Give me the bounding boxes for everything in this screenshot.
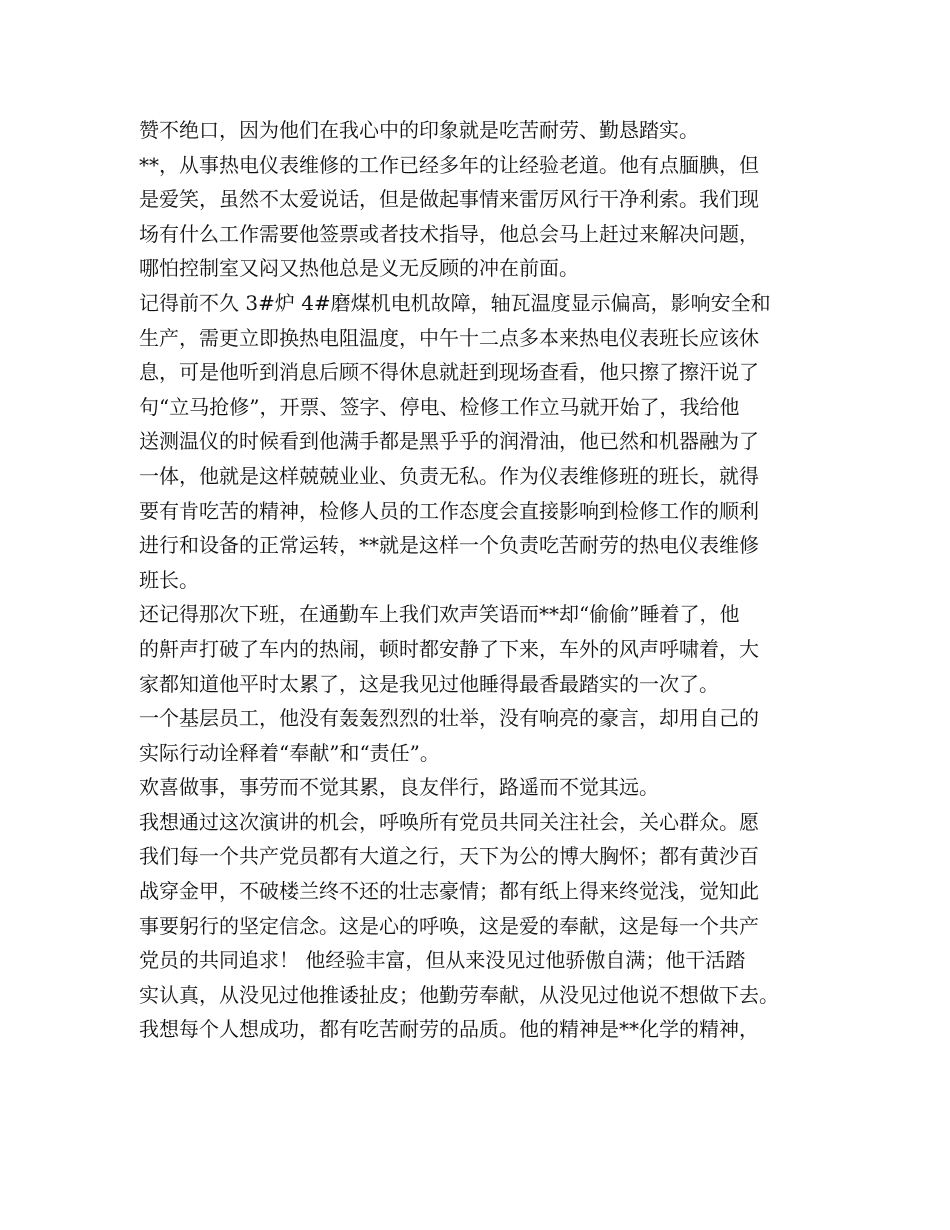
text-line: 记得前不久 3#炉 4#磨煤机电机故障，轴瓦温度显示偏高，影响安全和 (139, 290, 771, 315)
text-line: 进行和设备的正常运转，**就是这样一个负责吃苦耐劳的热电仪表维修 (139, 533, 759, 558)
text-line: 我想每个人想成功，都有吃苦耐劳的品质。他的精神是**化学的精神， (139, 1017, 759, 1042)
text-line: 生产，需更立即换热电阻温度，中午十二点多本来热电仪表班长应该休 (139, 325, 759, 350)
text-line: 哪怕控制室又闷又热他总是义无反顾的冲在前面。 (139, 256, 579, 281)
text-line: 事要躬行的坚定信念。这是心的呼唤，这是爱的奉献，这是每一个共产 (139, 913, 759, 938)
text-line: 息，可是他听到消息后顾不得休息就赶到现场查看，他只擦了擦汗说了 (139, 360, 759, 385)
text-line: 一个基层员工，他没有轰轰烈烈的壮举，没有响亮的豪言，却用自己的 (139, 706, 759, 731)
text-line: 场有什么工作需要他签票或者技术指导，他总会马上赶过来解决问题， (139, 221, 759, 246)
text-line: 班长。 (139, 567, 199, 592)
text-line: 我想通过这次演讲的机会，呼唤所有党员共同关注社会，关心群众。愿 (139, 809, 759, 834)
text-line: 实际行动诠释着“奉献”和“责任”。 (139, 740, 440, 765)
text-line: 实认真，从没见过他推诿扯皮；他勤劳奉献，从没见过他说不想做下去。 (139, 982, 779, 1007)
text-line: 我们每一个共产党员都有大道之行，天下为公的博大胸怀；都有黄沙百 (139, 844, 759, 869)
text-line: 一体，他就是这样兢兢业业、负责无私。作为仪表维修班的班长，就得 (139, 463, 759, 488)
text-line: 战穿金甲，不破楼兰终不还的壮志豪情；都有纸上得来终觉浅，觉知此 (139, 879, 759, 904)
text-line: 送测温仪的时候看到他满手都是黑乎乎的润滑油，他已然和机器融为了 (139, 429, 759, 454)
text-line: 家都知道他平时太累了，这是我见过他睡得最香最踏实的一次了。 (139, 671, 719, 696)
text-line: **，从事热电仪表维修的工作已经多年的让经验老道。他有点腼腆，但 (139, 152, 759, 177)
text-line: 党员的共同追求！ 他经验丰富，但从来没见过他骄傲自满；他干活踏 (139, 948, 746, 973)
text-line: 要有肯吃苦的精神，检修人员的工作态度会直接影响到检修工作的顺利 (139, 498, 759, 523)
text-line: 还记得那次下班，在通勤车上我们欢声笑语而**却“偷偷”睡着了，他 (139, 602, 740, 627)
text-line: 赞不绝口，因为他们在我心中的印象就是吃苦耐劳、勤恳踏实。 (139, 118, 699, 142)
text-line: 是爱笑，虽然不太爱说话，但是做起事情来雷厉风行干净利索。我们现 (139, 187, 759, 212)
text-line: 的鼾声打破了车内的热闹，顿时都安静了下来，车外的风声呼啸着，大 (139, 636, 759, 661)
text-line: 句“立马抢修”，开票、签字、停电、检修工作立马就开始了，我给他 (139, 394, 740, 419)
document-body (139, 113, 819, 1047)
text-line: 欢喜做事，事劳而不觉其累，良友伴行，路遥而不觉其远。 (139, 775, 659, 800)
